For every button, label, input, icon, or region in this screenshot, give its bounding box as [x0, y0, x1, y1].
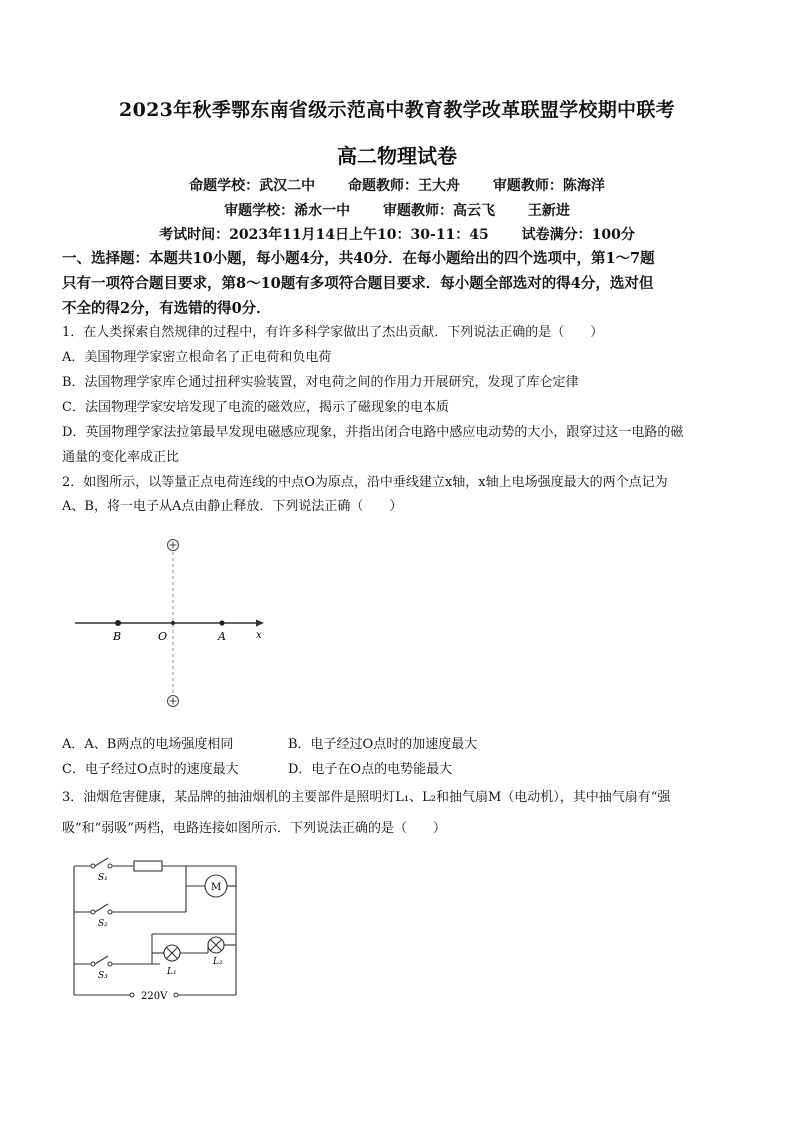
- q2-option-c: C．电子经过O点时的速度最大: [62, 762, 239, 777]
- exam-title: 2023年秋季鄂东南省级示范高中教育教学改革联盟学校期中联考: [119, 99, 675, 121]
- q2-option-a: A．A、B两点的电场强度相同: [62, 737, 234, 752]
- q1-option-a: A．美国物理学家密立根命名了正电荷和负电荷: [62, 350, 332, 365]
- section-instructions: [62, 246, 730, 321]
- label-b: B: [113, 630, 122, 643]
- meta-item: 审题教师：高云飞: [383, 203, 495, 219]
- label-s2: S₂: [98, 919, 108, 929]
- label-s1: S₁: [98, 873, 108, 883]
- meta-item: 考试时间：2023年11月14日上午10：30-11：45: [159, 227, 489, 243]
- supply-terminal-right: [174, 993, 178, 997]
- switch-s2-blade: [95, 904, 108, 912]
- q1-option-c: C．法国物理学家安培发现了电流的磁效应，揭示了磁现象的电本质: [62, 400, 449, 415]
- instruction-line: 不全的得2分，有选错的得0分．: [62, 300, 271, 317]
- q1-option-d: D．英国物理学家法拉第最早发现电磁感应现象，并指出闭合电路中感应电动势的大小，跟穿过这一电路的磁: [62, 425, 684, 440]
- label-a: A: [218, 630, 226, 643]
- meta-item: 试卷满分：100分: [521, 227, 635, 243]
- q2-option-d: D．电子在O点的电势能最大: [288, 762, 453, 777]
- circuit-figure: [68, 852, 244, 1004]
- meta-item: 命题教师：王大舟: [348, 178, 460, 194]
- x-axis-arrow: [256, 620, 264, 627]
- instruction-line: 只有一项符合题目要求，第8～10题有多项符合题目要求．每小题全部选对的得4分，选对但: [62, 275, 654, 292]
- label-o: O: [158, 630, 168, 643]
- label-l2: L₂: [213, 957, 223, 967]
- point-b: [115, 620, 121, 626]
- switch-s1-blade: [95, 858, 108, 866]
- supply-terminal-left: [130, 993, 134, 997]
- charge-axis-figure: [70, 530, 280, 715]
- q1-option-d-cont: 通量的变化率成正比: [62, 450, 180, 465]
- point-o: [171, 621, 175, 625]
- q2-option-b: B．电子经过O点时的加速度最大: [288, 737, 478, 752]
- meta-row-1: [0, 175, 794, 195]
- meta-item: 审题学校：浠水一中: [224, 203, 351, 219]
- meta-item: 命题学校：武汉二中: [189, 178, 316, 194]
- meta-item: 王新进: [527, 203, 570, 219]
- meta-item: 审题教师：陈海洋: [492, 178, 605, 194]
- q3-stem-line2: 吸”和“弱吸”两档，电路连接如图所示．下列说法正确的是（ ）: [62, 821, 446, 836]
- meta-row-3: [0, 224, 794, 244]
- label-motor: M: [211, 882, 222, 893]
- point-a: [219, 620, 224, 625]
- top-positive-charge: [168, 540, 179, 551]
- instruction-line: 一、选择题：本题共10小题，每小题4分，共40分．在每小题给出的四个选项中，第1～7题: [62, 250, 655, 267]
- label-x: x: [256, 630, 262, 641]
- q2-stem-line1: 2．如图所示，以等量正点电荷连线的中点O为原点，沿中垂线建立x轴，x轴上电场强度最大的两个点记为: [62, 475, 668, 490]
- exam-subtitle: 高二物理试卷: [337, 144, 457, 168]
- resistor: [134, 861, 162, 871]
- bottom-positive-charge: [168, 696, 179, 707]
- label-s3: S₃: [98, 971, 108, 981]
- q1-stem: 1．在人类探索自然规律的过程中，有许多科学家做出了杰出贡献．下列说法正确的是（ ）: [62, 325, 604, 340]
- switch-s3-blade: [95, 956, 108, 964]
- label-l1: L₁: [167, 967, 177, 977]
- q1-option-b: B．法国物理学家库仑通过扭秤实验装置，对电荷之间的作用力开展研究，发现了库仑定律: [62, 375, 579, 390]
- meta-row-2: [0, 200, 794, 220]
- label-voltage: 220V: [141, 991, 168, 1002]
- q2-stem-line2: A、B，将一电子从A点由静止释放．下列说法正确（ ）: [62, 499, 403, 514]
- q3-stem-line1: 3．油烟危害健康，某品牌的抽油烟机的主要部件是照明灯L₁、L₂和抽气扇M（电动机），其中抽气扇有“强: [62, 790, 671, 805]
